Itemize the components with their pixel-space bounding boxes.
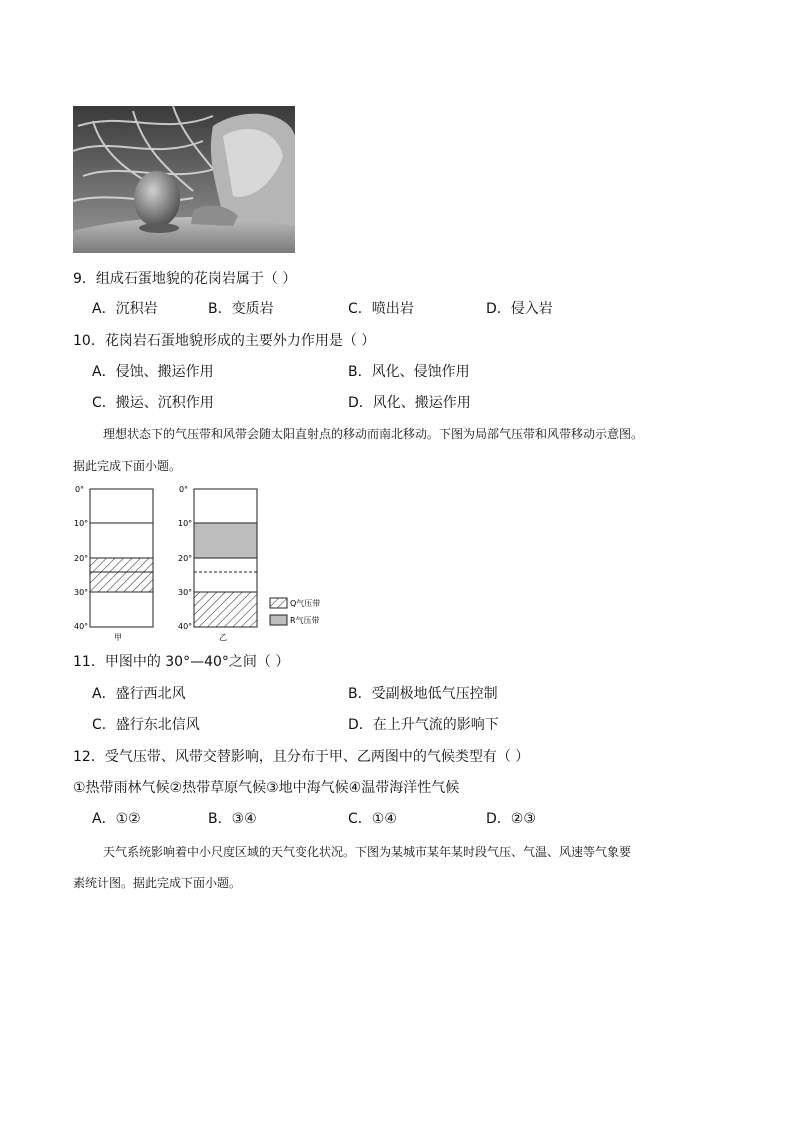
tick-b-40: 40°: [178, 622, 193, 631]
tick-b-30: 30°: [178, 588, 193, 597]
intro-paragraph-2-line1: 天气系统影响着中小尺度区域的天气变化状况。下图为某城市某年某时段气压、气温、风速等气象要: [103, 845, 632, 859]
tick-a-40: 40°: [74, 622, 89, 631]
pressure-belt-svg: [72, 482, 342, 646]
tick-a-10: 10°: [74, 519, 89, 528]
q10-option-c[interactable]: C．搬运、沉积作用: [92, 395, 214, 411]
tick-a-20: 20°: [74, 554, 89, 563]
tick-a-30: 30°: [74, 588, 89, 597]
question-11-stem: 11．甲图中的 30°—40°之间（ ）: [73, 654, 290, 670]
q9-option-d[interactable]: D．侵入岩: [486, 301, 553, 317]
q9-option-c[interactable]: C．喷出岩: [348, 301, 414, 317]
panel-a-label: 甲: [114, 633, 122, 642]
q11-option-d[interactable]: D．在上升气流的影响下: [348, 717, 499, 733]
pressure-belt-diagram: [72, 482, 342, 646]
question-12-choices: ①热带雨林气候②热带草原气候③地中海气候④温带海洋性气候: [73, 780, 460, 796]
q11-option-c[interactable]: C．盛行东北信风: [92, 717, 200, 733]
q11-option-b[interactable]: B．受副极地低气压控制: [348, 686, 498, 702]
q12-option-a[interactable]: A．①②: [92, 811, 141, 827]
photo-illustration: [73, 106, 295, 253]
question-9-stem: 9．组成石蛋地貌的花岗岩属于（ ）: [73, 271, 297, 287]
tick-b-10: 10°: [178, 519, 193, 528]
legend-q-swatch: [270, 598, 287, 608]
q12-option-d[interactable]: D．②③: [486, 811, 536, 827]
tick-b-20: 20°: [178, 554, 193, 563]
question-12-stem: 12．受气压带、风带交替影响，且分布于甲、乙两图中的气候类型有（ ）: [73, 749, 530, 765]
q9-option-b[interactable]: B．变质岩: [208, 301, 274, 317]
q10-option-a[interactable]: A．侵蚀、搬运作用: [92, 364, 214, 380]
intro-paragraph-2-line2: 素统计图。据此完成下面小题。: [73, 876, 242, 890]
question-10-stem: 10．花岗岩石蛋地貌形成的主要外力作用是（ ）: [73, 333, 376, 349]
legend-r-swatch: [270, 615, 287, 625]
legend-r-label: R气压带: [290, 616, 320, 625]
q12-option-c[interactable]: C．①④: [348, 811, 397, 827]
q12-option-b[interactable]: B．③④: [208, 811, 257, 827]
intro-paragraph-1-line1: 理想状态下的气压带和风带会随太阳直射点的移动而南北移动。下图为局部气压带和风带移动示意图。: [103, 427, 644, 441]
tick-a-0: 0°: [75, 485, 85, 494]
q9-option-a[interactable]: A．沉积岩: [92, 301, 158, 317]
panel-b-label: 乙: [219, 633, 227, 642]
q10-option-b[interactable]: B．风化、侵蚀作用: [348, 364, 470, 380]
intro-paragraph-1-line2: 据此完成下面小题。: [73, 459, 182, 473]
legend-q-label: Q气压带: [290, 599, 321, 608]
panel-a: [90, 489, 153, 627]
granite-boulder-photo: [73, 106, 295, 253]
q10-option-d[interactable]: D．风化、搬运作用: [348, 395, 471, 411]
q11-option-a[interactable]: A．盛行西北风: [92, 686, 186, 702]
tick-b-0: 0°: [179, 485, 189, 494]
panel-b: [194, 489, 257, 627]
